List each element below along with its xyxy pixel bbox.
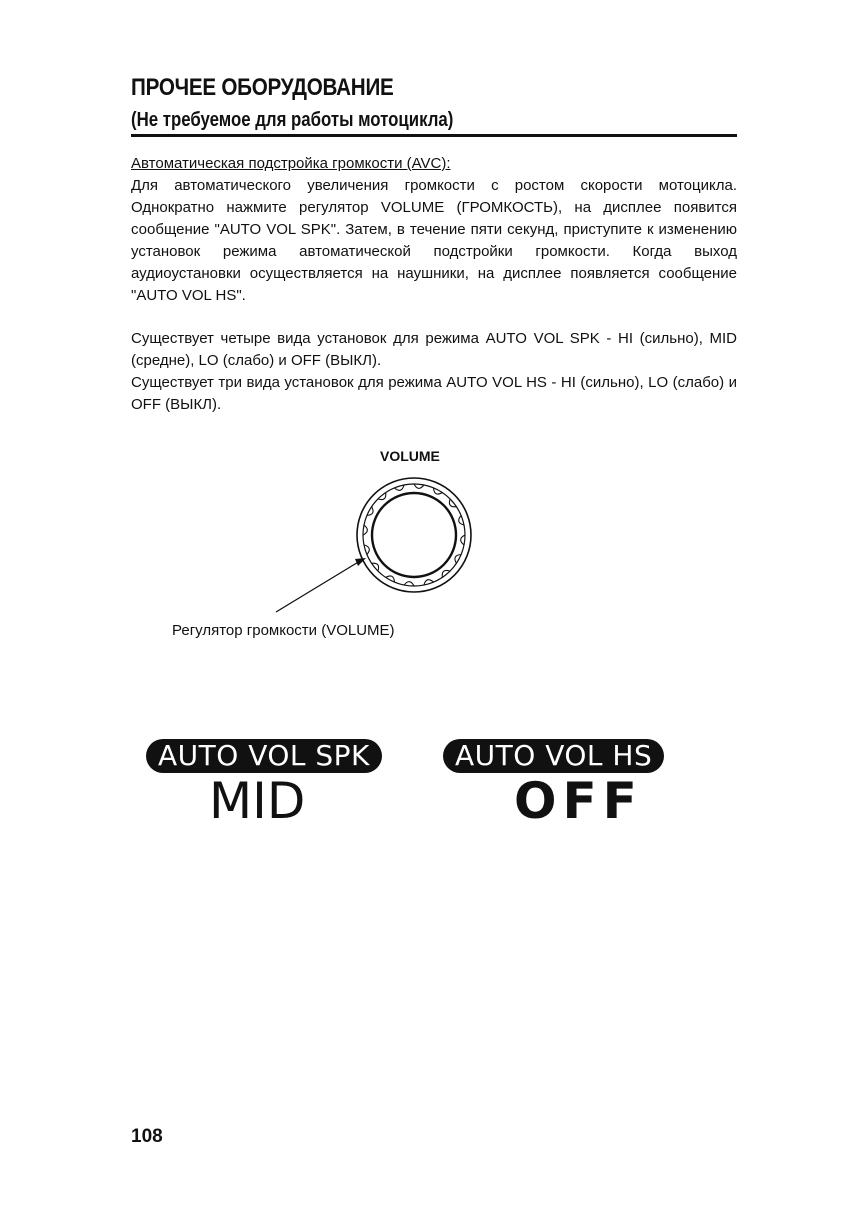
title-divider (131, 134, 737, 137)
avc-heading: Автоматическая подстройка громкости (AVC): (131, 155, 451, 172)
page-subtitle: (Не требуемое для работы мотоцикла) (131, 109, 454, 131)
avc-section (131, 153, 737, 307)
pointer-line (276, 561, 360, 612)
page-number: 108 (131, 1126, 163, 1147)
volume-knob-illustration (260, 470, 520, 620)
display-spk (146, 739, 382, 773)
knob-title: VOLUME (380, 448, 440, 464)
display-spk-label: AUTO VOL SPK (146, 739, 382, 773)
avc-paragraph: Для автоматического увеличения громкости с ростом скорости мотоцикла. Однократно нажмите регулятор VOLUME (ГРОМКОСТЬ), на дисплее появится сообщение "AUTO VOL SPK". Затем, в течение пяти секунд, приступите к изменению установок режима автоматической подстройки громкости. Когда выход аудиоустановки осуществляется на наушники, на дисплее появляется сообщение "AUTO VOL HS". (131, 177, 737, 304)
volume-knob-icon (357, 478, 471, 592)
display-hs (443, 739, 664, 773)
display-hs-value: OFF (514, 772, 643, 830)
modes-section (131, 328, 737, 416)
spk-modes-text: Существует четыре вида установок для режима AUTO VOL SPK - HI (сильно), MID (средне), LO (слабо) и OFF (ВЫКЛ). (131, 330, 737, 369)
display-spk-value: MID (209, 772, 306, 830)
display-hs-label: AUTO VOL HS (443, 739, 664, 773)
hs-modes-text: Существует три вида установок для режима AUTO VOL HS - HI (сильно), LO (слабо) и OFF (ВЫКЛ). (131, 374, 737, 413)
knob-caption: Регулятор громкости (VOLUME) (172, 622, 395, 639)
page-title: ПРОЧЕЕ ОБОРУДОВАНИЕ (131, 74, 394, 101)
